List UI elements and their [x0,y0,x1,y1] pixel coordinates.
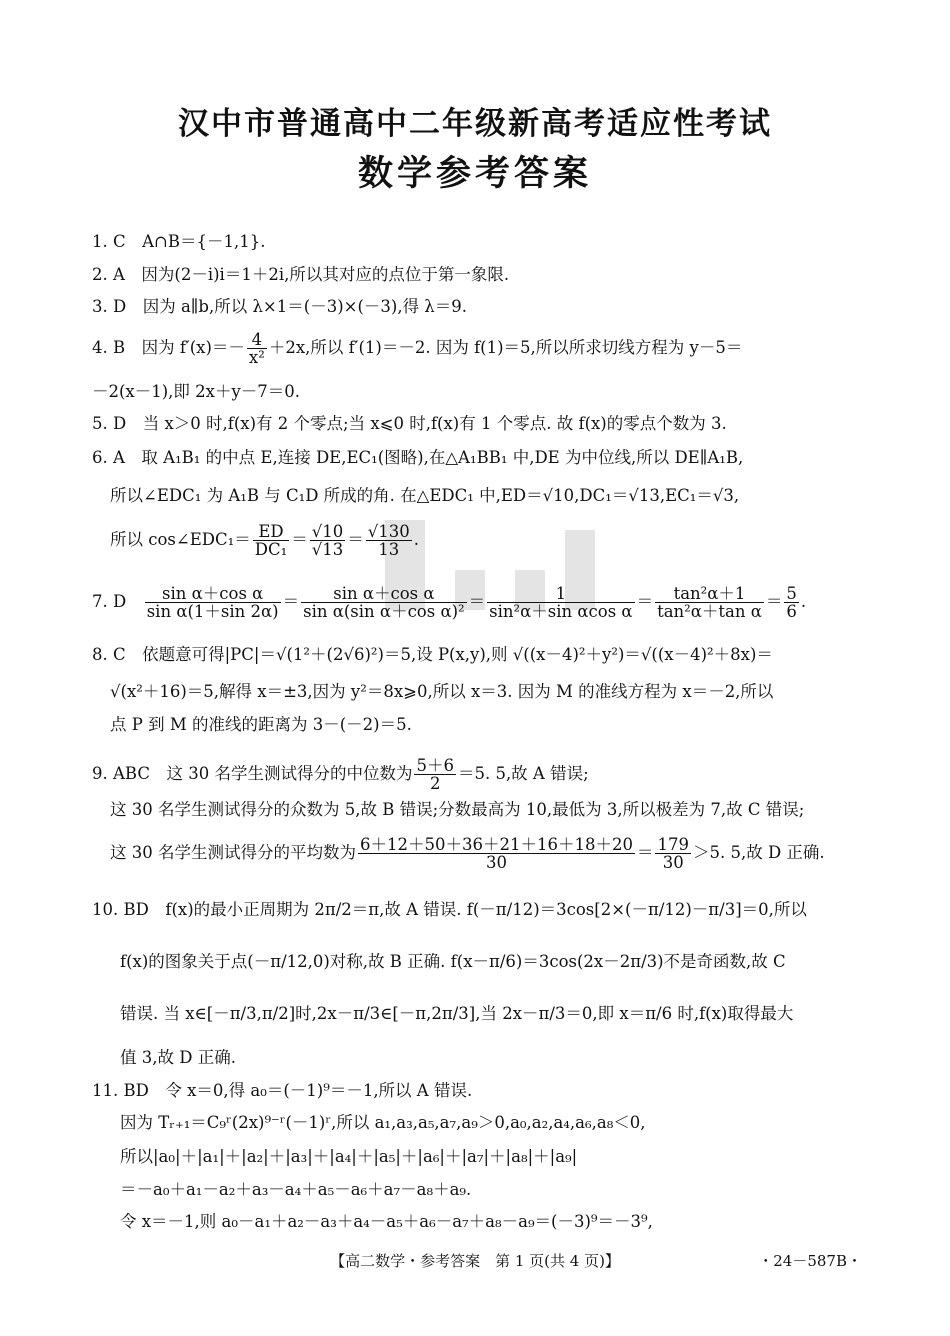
answer-4-line2: －2(x－1),即 2x＋y－7＝0. [92,382,301,401]
answer-11-line5: 令 x＝－1,则 a₀－a₁＋a₂－a₃＋a₄－a₅＋a₆－a₇＋a₈－a₉＝(－3)⁹＝－3⁹, [120,1212,653,1231]
answer-2: 2. A 因为(2－i)i＝1＋2i,所以其对应的点位于第一象限. [92,265,510,284]
fraction: $\frac{\text{tan²α＋1}}{\text{tan²α＋tan α}}$ [657,584,762,621]
fraction: $\frac{√130}{13}$ [367,522,410,559]
answer-11-line4: ＝－a₀＋a₁－a₂＋a₃－a₄＋a₅－a₆＋a₇－a₈＋a₉. [120,1180,472,1199]
fraction: $\frac{5}{6}$ [786,584,797,621]
fraction: $\frac{5+6}{2}$ [416,756,454,793]
answer-10-line3: 错误. 当 x∈[－π/3,π/2]时,2x－π/3∈[－π,2π/3],当 2x－π/3＝0,即 x＝π/6 时,f(x)取得最大 [120,1004,794,1023]
fraction: $\frac{1}{\text{sin²α＋sin αcos α}}$ [489,584,633,621]
answer-4-rest: ＋2x,所以 f′(1)＝－2. 因为 f(1)＝5,所以所求切线方程为 y－5＝ [268,338,743,357]
answer-4-label: 4. B 因为 f′(x)＝－ [92,338,245,357]
answer-1: 1. C A∩B＝{－1,1}. [92,232,266,251]
answer-6-line2: 所以∠EDC₁ 为 A₁B 与 C₁D 所成的角. 在△EDC₁ 中,ED＝√10,DC₁＝√13,EC₁＝√3, [110,486,740,505]
answer-3: 3. D 因为 a∥b,所以 λ×1＝(－3)×(－3),得 λ＝9. [92,297,468,316]
fraction: $\frac{\text{sin α＋cos α}}{\text{sin α(sin α＋cos α)²}}$ [303,584,465,621]
page-subtitle: 数学参考答案 [357,154,592,194]
answer-11-line2: 因为 Tᵣ₊₁＝C₉ʳ(2x)⁹⁻ʳ(－1)ʳ,所以 a₁,a₃,a₅,a₇,a₉＞0,a₀,a₂,a₄,a₆,a₈＜0, [120,1113,646,1132]
answer-6-line1: 6. A 取 A₁B₁ 的中点 E,连接 DE,EC₁(图略),在△A₁BB₁ 中,DE 为中位线,所以 DE∥A₁B, [92,448,744,467]
answer-9-line3: 这 30 名学生测试得分的平均数为 $\frac{6+12+50+36+21+16+18+20}{30}$ ＝ $\frac{179}{30}$ ＞5. 5,故 D 正确. [110,835,825,872]
fraction: $\frac{6+12+50+36+21+16+18+20}{30}$ [360,835,633,872]
answer-10-line4: 值 3,故 D 正确. [120,1048,236,1067]
answer-5: 5. D 当 x＞0 时,f(x)有 2 个零点;当 x⩽0 时,f(x)有 1 个零点. 故 f(x)的零点个数为 3. [92,414,727,433]
answer-11-line3: 所以|a₀|＋|a₁|＋|a₂|＋|a₃|＋|a₄|＋|a₅|＋|a₆|＋|a₇|＋|a₈|＋|a₉| [120,1147,578,1166]
answer-9-line2: 这 30 名学生测试得分的众数为 5,故 B 错误;分数最高为 10,最低为 3,所以极差为 7,故 C 错误; [110,800,805,819]
answer-10-line1: 10. BD f(x)的最小正周期为 2π/2＝π,故 A 错误. f(－π/12)＝3cos[2×(－π/12)－π/3]＝0,所以 [92,900,807,919]
answer-11-line1: 11. BD 令 x＝0,得 a₀＝(－1)⁹＝－1,所以 A 错误. [92,1081,473,1100]
page-title: 汉中市普通高中二年级新高考适应性考试 [178,106,772,142]
footer-page-info: 【高二数学・参考答案 第 1 页(共 4 页)】 [330,1252,620,1270]
fraction: $\frac{179}{30}$ [657,835,689,872]
answer-4 [92,331,867,366]
fraction: $\frac{ED}{\text{DC₁}}$ [254,522,288,559]
answer-8-line3: 点 P 到 M 的准线的距离为 3－(－2)＝5. [110,715,412,734]
footer-code: ・24－587B・ [758,1252,862,1270]
fraction: $\frac{\text{sin α＋cos α}}{\text{sin α(1＋sin 2α)}}$ [146,584,279,621]
answer-7: 7. D $\frac{\text{sin α＋cos α}}{\text{sin α(1＋sin 2α)}}$ ＝ $\frac{\text{sin α＋cos α}}{\text{sin α(sin α＋cos α)²}}$ ＝ $\frac{1}{\text{sin²α＋sin αcos α}}$ ＝ $\frac{\text{tan²α＋1}}{\text{tan²α＋tan α}}$ ＝ $\frac{5}{6}$ . [92,584,807,621]
answer-8-line2: √(x²＋16)＝5,解得 x＝±3,因为 y²＝8x⩾0,所以 x＝3. 因为 M 的准线方程为 x＝－2,所以 [110,682,774,701]
answer-8-line1: 8. C 依题意可得|PC|＝√(1²＋(2√6)²)＝5,设 P(x,y),则 √((x－4)²＋y²)＝√((x－4)²＋8x)＝ [92,645,773,664]
answer-6-line3: 所以 cos∠EDC₁＝ $\frac{ED}{\text{DC₁}}$ ＝ $\frac{√10}{√13}$ ＝ $\frac{√130}{13}$ . [110,522,419,559]
fraction: $\frac{4}{\text{x²}}$ [248,330,265,367]
answer-10-line2: f(x)的图象关于点(－π/12,0)对称,故 B 正确. f(x－π/6)＝3cos(2x－2π/3)不是奇函数,故 C [120,952,786,971]
answer-9-line1: 9. ABC 这 30 名学生测试得分的中位数为 $\frac{5+6}{2}$ ＝5. 5,故 A 错误; [92,756,589,793]
fraction: $\frac{√10}{√13}$ [311,522,344,559]
